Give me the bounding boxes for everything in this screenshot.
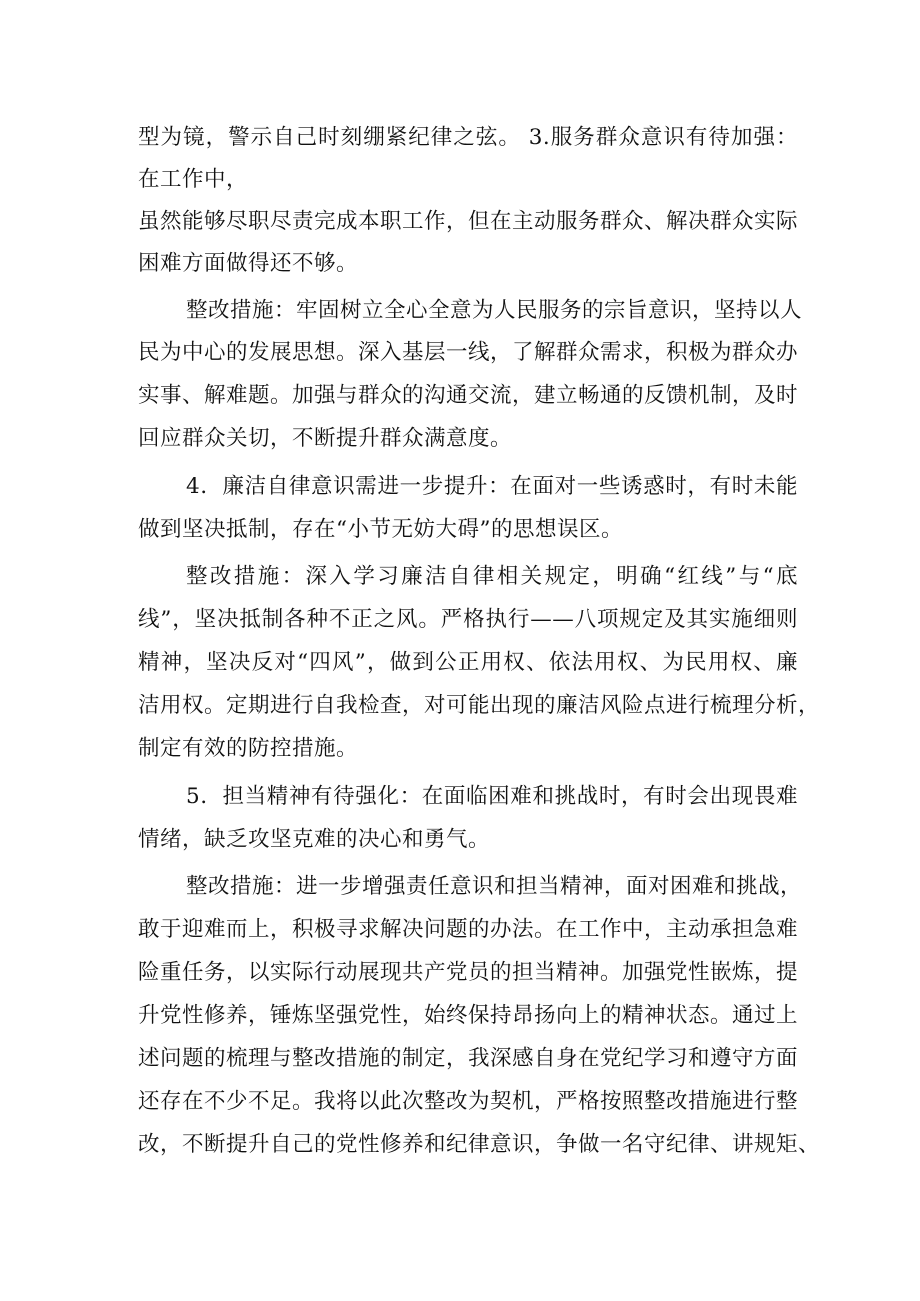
text-line-20: 险重任务，以实际行动展现共产党员的担当精神。加强党性嵌炼，提 [138, 960, 799, 985]
text-line-3: 虽然能够尽职尽责完成本职工作，但在主动服务群众、解决群众实际 [138, 209, 799, 234]
text-line-6: 民为中心的发展思想。深入基层一线，了解群众需求，积极为群众办 [138, 340, 799, 365]
text-line-22: 述问题的梳理与整改措施的制定，我深感自身在党纪学习和遵守方面 [138, 1046, 799, 1071]
text-line-11: 整改措施：深入学习廉洁自律相关规定，明确“红线”与“底 [186, 564, 798, 589]
text-line-16: 5．担当精神有待强化：在面临困难和挑战时，有时会出现畏难 [186, 784, 798, 809]
text-line-4: 困难方面做得还不够。 [138, 251, 359, 276]
text-line-17: 情绪，缺乏攻坚克难的决心和勇气。 [138, 827, 491, 852]
text-line-9: 4．廉洁自律意识需进一步提升：在面对一些诱惑时，有时未能 [186, 474, 798, 499]
text-line-5: 整改措施：牢固树立全心全意为人民服务的宗旨意识，坚持以人 [186, 298, 803, 323]
text-line-1: 型为镜，警示自己时刻绷紧纪律之弦。 3.服务群众意识有待加强： [138, 125, 798, 150]
text-line-19: 敢于迎难而上，积极寻求解决问题的办法。在工作中，主动承担急难 [138, 917, 799, 942]
text-line-12: 线”，坚决抵制各种不正之风。严格执行——八项规定及其实施细则 [138, 607, 798, 632]
text-line-24: 改，不断提升自己的党性修养和纪律意识，争做一名守纪律、讲规矩、 [138, 1132, 821, 1157]
text-line-10: 做到坚决抵制，存在“小节无妨大碍”的思想误区。 [138, 517, 623, 542]
text-line-21: 升党性修养，锤炼坚强党性，始终保持昂扬向上的精神状态。通过上 [138, 1003, 799, 1028]
text-line-13: 精神，坚决反对“四风”，做到公正用权、依法用权、为民用权、廉 [138, 650, 798, 675]
text-line-8: 回应群众关切，不断提升群众满意度。 [138, 426, 513, 451]
text-line-14: 洁用权。定期进行自我检查，对可能出现的廉洁风险点进行梳理分析， [138, 693, 821, 718]
text-line-2: 在工作中， [138, 167, 249, 192]
text-line-15: 制定有效的防控措施。 [138, 736, 359, 761]
text-line-18: 整改措施：进一步增强责任意识和担当精神，面对困难和挑战， [186, 874, 803, 899]
text-line-23: 还存在不少不足。我将以此次整改为契机，严格按照整改措施进行整 [138, 1089, 799, 1114]
text-line-7: 实事、解难题。加强与群众的沟通交流，建立畅通的反馈机制，及时 [138, 383, 799, 408]
